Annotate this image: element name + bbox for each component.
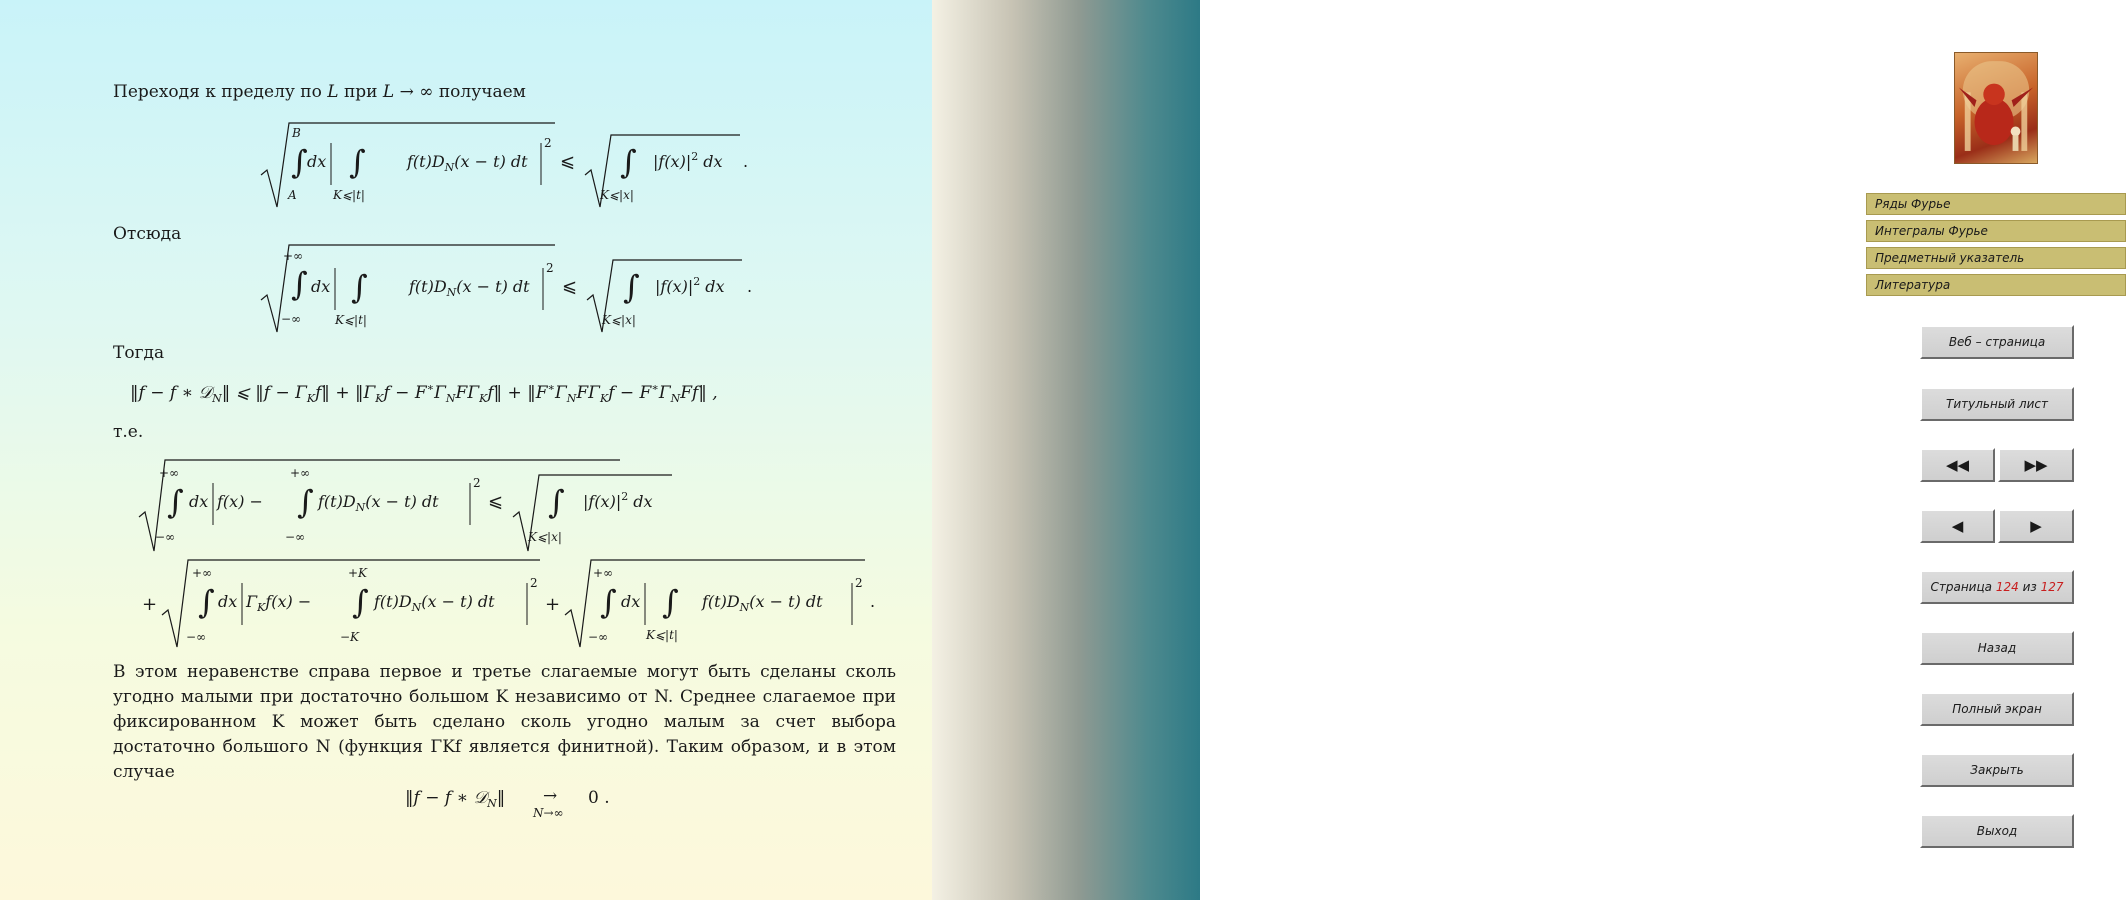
prev-page-icon[interactable]: ◀ — [1920, 509, 1995, 543]
last-page-icon[interactable]: ▶▶ — [1998, 448, 2074, 482]
intro-mid: при — [343, 82, 378, 102]
web-page-button[interactable]: Веб – страница — [1920, 325, 2074, 359]
svg-text:+∞: +∞ — [283, 249, 304, 263]
equation-2 — [255, 240, 765, 335]
svg-text:+∞: +∞ — [290, 466, 311, 480]
next-page-icon[interactable]: ▶ — [1998, 509, 2074, 543]
svg-text:∫: ∫ — [349, 143, 366, 181]
svg-text:+: + — [142, 594, 158, 615]
svg-text:dx: dx — [218, 592, 238, 611]
equation-4-line-2 — [140, 555, 900, 650]
svg-text:−∞: −∞ — [281, 312, 302, 326]
svg-text:∫: ∫ — [662, 583, 679, 621]
intro-text: Переходя к пределу по — [113, 82, 322, 102]
equation-1 — [255, 115, 755, 210]
page-current: 124 — [1995, 580, 2019, 594]
svg-text:ΓKf(x) −: $\Gamma_Kf(x)$ − — [246, 592, 312, 614]
page-prefix: Страница — [1930, 580, 1993, 594]
svg-text:f(t)DN(x − t) dt: $f(t)D_N(x - t)$ dt — [374, 592, 495, 614]
svg-text:−∞: −∞ — [588, 630, 609, 644]
svg-text:A: A — [288, 188, 297, 202]
togda-label: Тогда — [113, 343, 165, 363]
svg-text:‖f − f ∗ 𝒟N‖ ⩽ ‖f − ΓKf‖ + ‖Γ: ‖f − f ∗ 𝒟$_N$‖ ⩽ ‖f − $\Gamma_Kf‖$ + $‖\Gamma_Kf$ − $F^∗\Gamma_NF\Gamma_Kf‖$ + $‖F^∗\Gamma_NF\Gamma_Kf$ − $F^∗\Gamma_NFf‖$ , — [130, 381, 718, 405]
svg-text:dx: dx — [189, 492, 209, 511]
nav-fourier-series[interactable]: Ряды Фурье — [1866, 193, 2126, 215]
svg-text:2: 2 — [546, 261, 554, 275]
document-page — [0, 0, 932, 900]
book-cover-logo — [1954, 52, 2038, 164]
svg-text:→: → — [543, 786, 558, 806]
svg-text:∫: ∫ — [600, 583, 617, 621]
svg-text:⩽: ⩽ — [560, 151, 576, 172]
svg-text:.: . — [743, 152, 749, 171]
svg-text:K⩽|t|: K⩽|t| — [646, 628, 678, 642]
svg-text:K⩽|x|: K⩽|x| — [600, 188, 634, 202]
svg-text:+∞: +∞ — [192, 566, 213, 580]
otsyuda-label: Отсюда — [113, 224, 182, 244]
svg-text:K⩽|x|: K⩽|x| — [528, 530, 562, 544]
svg-text:|f(x)|2 dx: $|f(x)|^2$ dx — [653, 150, 723, 171]
svg-text:.: . — [747, 277, 753, 296]
intro-end: получаем — [438, 82, 526, 102]
svg-text:2: 2 — [473, 476, 481, 490]
svg-text:−K: −K — [340, 630, 360, 644]
nav-subject-index[interactable]: Предметный указатель — [1866, 247, 2126, 269]
intro-line — [113, 82, 526, 102]
page-separator: из — [2022, 580, 2037, 594]
svg-text:−∞: −∞ — [285, 530, 306, 544]
nav-literature[interactable]: Литература — [1866, 274, 2126, 296]
te-label: т.е. — [113, 422, 144, 442]
svg-text:f(t)DN(x − t) dt: $f(t)D_N(x - t)$ dt — [409, 277, 530, 299]
svg-text:+K: +K — [348, 566, 368, 580]
equation-4-line-1 — [135, 455, 695, 555]
intro-limit: L → ∞ — [382, 82, 434, 102]
svg-text:f(t)DN(x − t) dt: $f(t)D_N(x - t)$ dt — [318, 492, 439, 514]
svg-text:0 .: 0 . — [588, 788, 610, 808]
fullscreen-button[interactable]: Полный экран — [1920, 692, 2074, 726]
svg-text:N→∞: N→∞ — [533, 806, 564, 820]
title-page-button[interactable]: Титульный лист — [1920, 387, 2074, 421]
close-button[interactable]: Закрыть — [1920, 753, 2074, 787]
svg-text:K⩽|t|: K⩽|t| — [335, 313, 367, 327]
page-total: 127 — [2040, 580, 2064, 594]
equation-final — [405, 785, 625, 825]
page-indicator-button[interactable] — [1920, 570, 2074, 604]
svg-text:∫: ∫ — [623, 268, 640, 306]
svg-text:∫: ∫ — [291, 265, 308, 303]
svg-text:∫: ∫ — [620, 143, 637, 181]
svg-text:∫: ∫ — [198, 583, 215, 621]
svg-text:∫: ∫ — [548, 483, 565, 521]
svg-text:2: 2 — [544, 136, 552, 150]
svg-text:∫: ∫ — [167, 483, 184, 521]
svg-text:+∞: +∞ — [159, 466, 180, 480]
svg-text:2: 2 — [855, 576, 863, 590]
svg-text:∫: ∫ — [291, 143, 308, 181]
svg-text:−∞: −∞ — [155, 530, 176, 544]
svg-text:K⩽|x|: K⩽|x| — [602, 313, 636, 327]
first-page-icon[interactable]: ◀◀ — [1920, 448, 1995, 482]
svg-text:f(t)DN(x − t) dt: $f(t)D_N(x - t)$ dt — [702, 592, 823, 614]
svg-text:dx: dx — [621, 592, 641, 611]
back-button[interactable]: Назад — [1920, 631, 2074, 665]
dragon-illustration-icon — [1955, 53, 2037, 163]
svg-text:f(x) −: f(x) − — [217, 492, 263, 511]
svg-text:B: B — [292, 126, 301, 140]
sidebar — [932, 0, 2064, 900]
svg-text:+∞: +∞ — [593, 566, 614, 580]
svg-text:dx: dx — [307, 152, 327, 171]
svg-text:K⩽|t|: K⩽|t| — [333, 188, 365, 202]
svg-text:|f(x)|2 dx: $|f(x)|^2$ dx — [583, 490, 653, 511]
svg-text:‖f − f ∗ 𝒟N‖: ‖f − f ∗ 𝒟$_N$‖ — [405, 788, 506, 810]
svg-text:f(t)DN(x − t) dt: $f(t)D_N(x - t)$ dt — [407, 152, 528, 174]
svg-text:∫: ∫ — [297, 483, 314, 521]
equation-3 — [130, 378, 890, 408]
svg-text:|f(x)|2 dx: $|f(x)|^2$ dx — [655, 275, 725, 296]
svg-text:2: 2 — [530, 576, 538, 590]
svg-text:dx: dx — [311, 277, 331, 296]
svg-text:+: + — [545, 594, 561, 615]
svg-text:.: . — [870, 592, 876, 611]
conclusion-paragraph: В этом неравенстве справа первое и третье слагаемые могут быть сделаны сколь угодно малыми при достаточно большом K независимо от N. Среднее слагаемое при фиксированном K может быть сделано сколь угодно малым за счет выбора достаточно большого N (функция ΓKf является финитной). Таким образом, и в этом случае — [113, 662, 896, 782]
svg-text:∫: ∫ — [352, 583, 369, 621]
exit-button[interactable]: Выход — [1920, 814, 2074, 848]
nav-fourier-integrals[interactable]: Интегралы Фурье — [1866, 220, 2126, 242]
intro-var-L: L — [327, 82, 339, 102]
svg-text:−∞: −∞ — [186, 630, 207, 644]
svg-text:∫: ∫ — [351, 268, 368, 306]
svg-text:⩽: ⩽ — [488, 491, 504, 512]
svg-text:⩽: ⩽ — [562, 276, 578, 297]
